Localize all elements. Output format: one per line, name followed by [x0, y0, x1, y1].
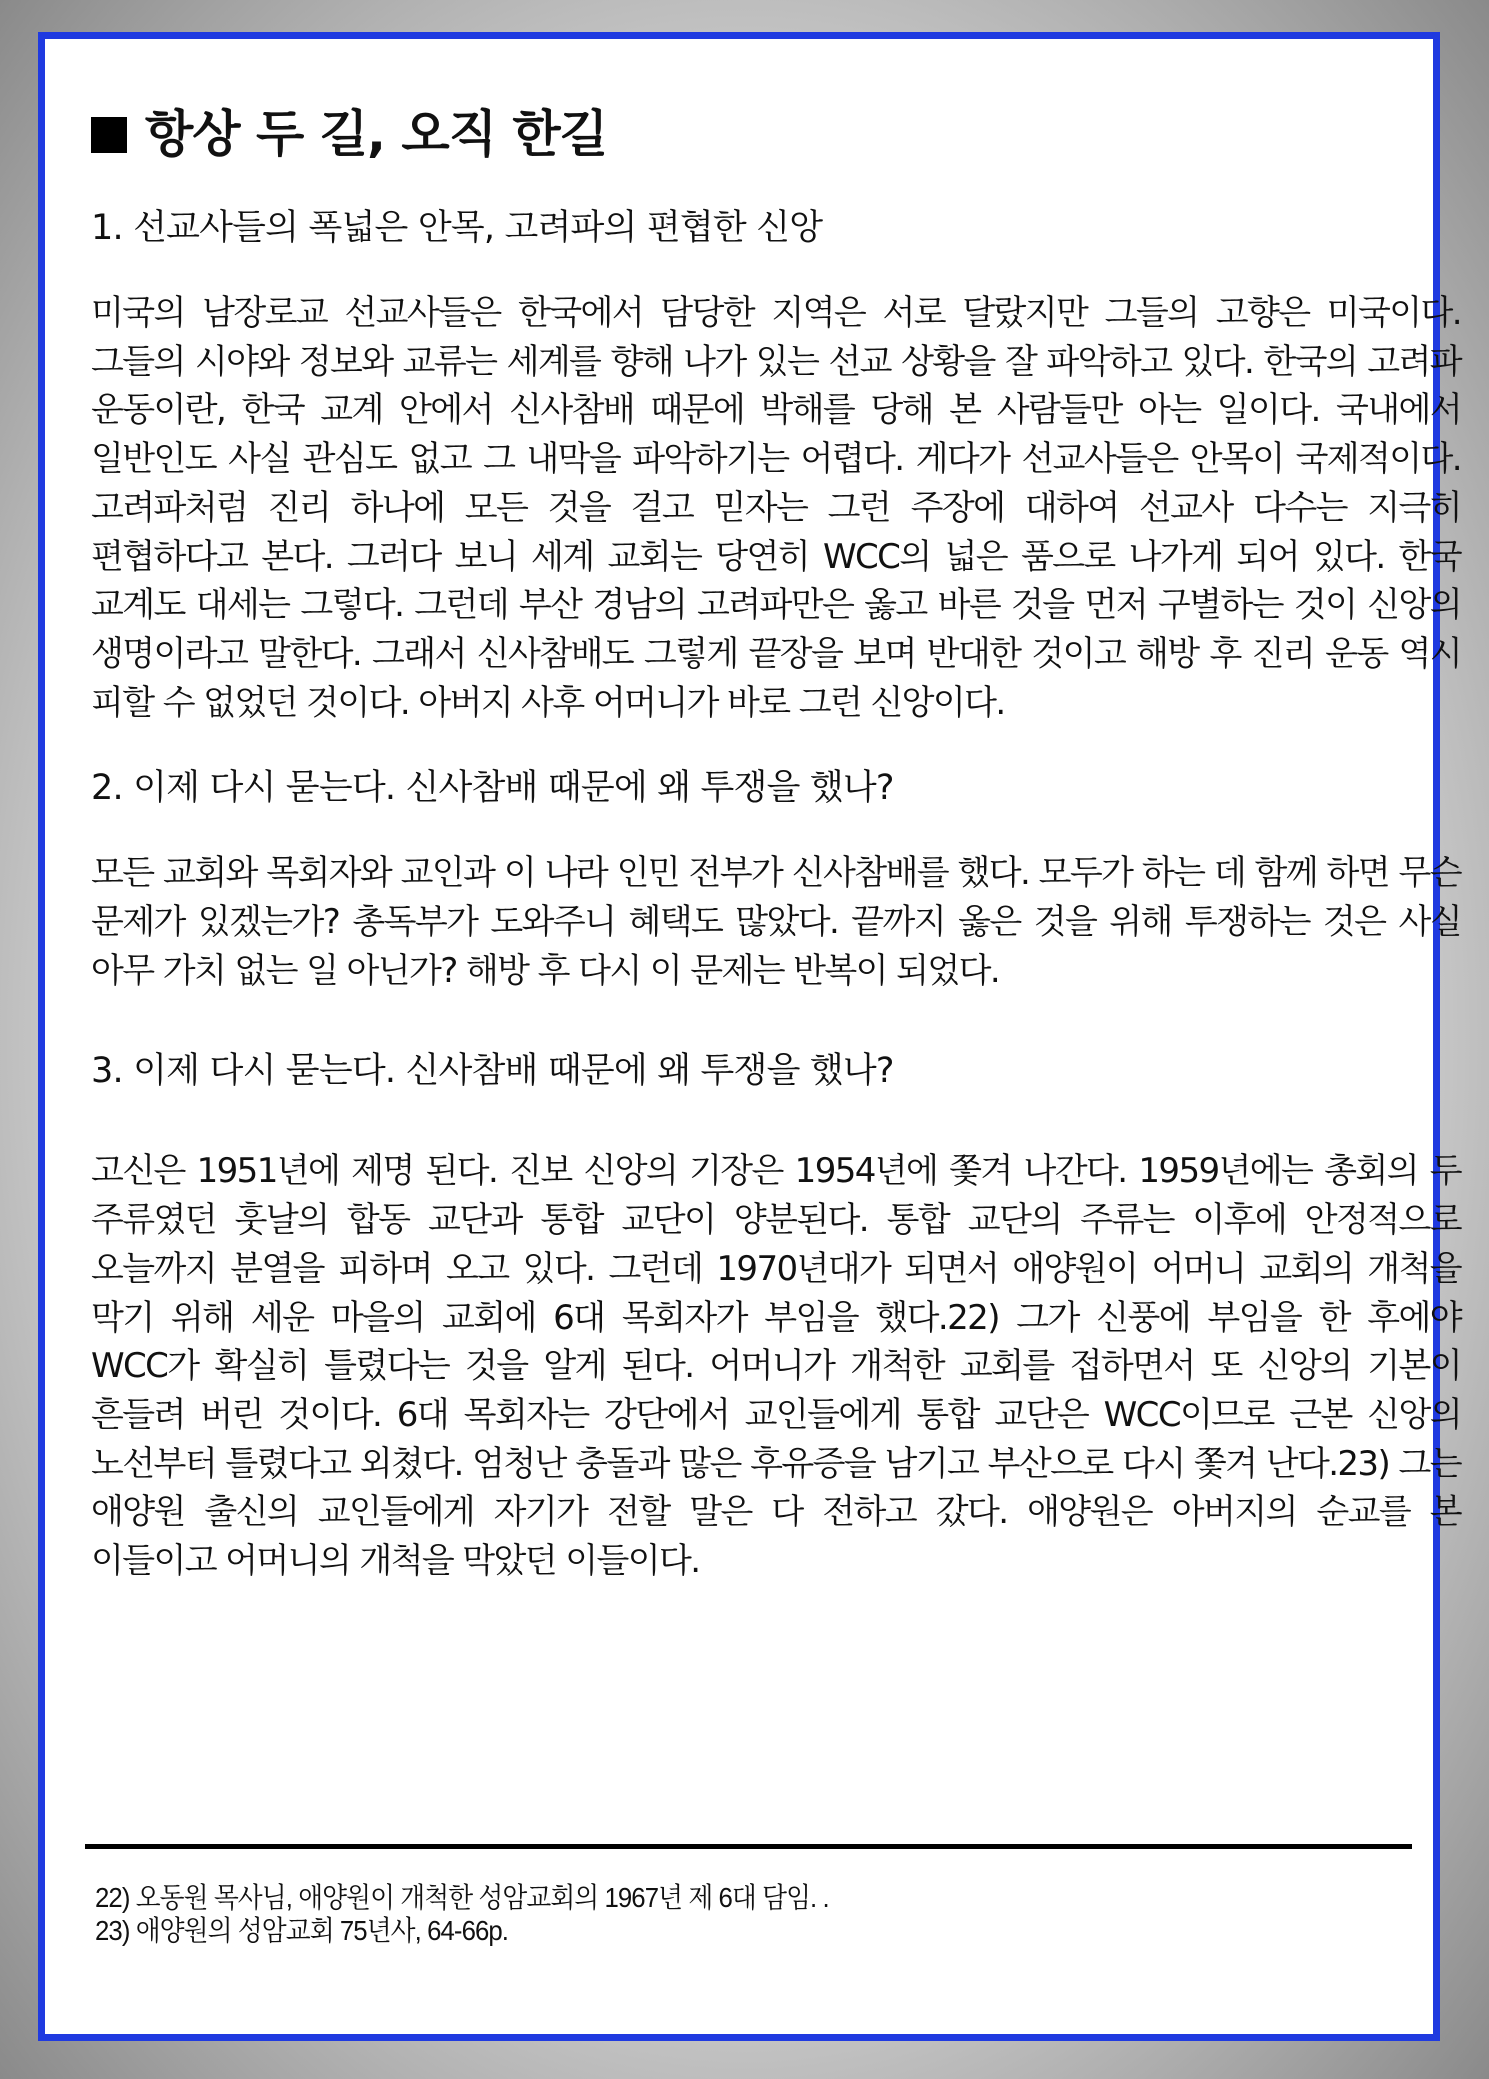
section-2-body: 모든 교회와 목회자와 교인과 이 나라 인민 전부가 신사참배를 했다. 모두가 하는 데 함께 하면 무슨 문제가 있겠는가? 총독부가 도와주니 혜택도 많았다. 끝까지 옳은 것을 위해 투쟁하는 것은 사실 아무 가치 없는 일 아닌가? 해방 후 다시 이 문제는 반복이 되었다. — [91, 853, 1461, 991]
section-3-heading: 3. 이제 다시 묻는다. 신사참배 때문에 왜 투쟁을 했나? — [91, 1051, 894, 1092]
page-title — [91, 101, 1461, 167]
square-bullet-icon — [91, 117, 127, 153]
footnote-23: 23) 애양원의 성암교회 75년사, 64-66p. — [95, 1915, 509, 1946]
section-3-body: 고신은 1951년에 제명 된다. 진보 신앙의 기장은 1954년에 쫓겨 나간다. 1959년에는 총회의 두 주류였던 훗날의 합동 교단과 통합 교단이 양분된다. 통합 교단의 주류는 이후에 안정적으로 오늘까지 분열을 피하며 오고 있다. 그런데 1970년대가 되면서 애양원이 어머니 교회의 개척을 막기 위해 세운 마을의 교회에 6대 목회자가 부임을 했다.22) 그가 신풍에 부임을 한 후에야 WCC가 확실히 틀렸다는 것을 알게 된다. 어머니가 개척한 교회를 접하면서 또 신앙의 기본이 흔들려 버린 것이다. 6대 목회자는 강단에서 교인들에게 통합 교단은 WCC이므로 근본 신앙의 노선부터 틀렸다고 외쳤다. 엄청난 충돌과 많은 후유증을 남기고 부산으로 다시 쫓겨 난다.23) 그는 애양원 출신의 교인들에게 자기가 전할 말은 다 전하고 갔다. 애양원은 아버지의 순교를 본 이들이고 어머니의 개척을 막았던 이들이다. — [91, 1151, 1461, 1582]
footnote-22: 22) 오동원 목사님, 애양원이 개척한 성암교회의 1967년 제 6대 담임. . — [95, 1882, 829, 1913]
section-1-body: 미국의 남장로교 선교사들은 한국에서 담당한 지역은 서로 달랐지만 그들의 고향은 미국이다. 그들의 시야와 정보와 교류는 세계를 향해 나가 있는 선교 상황을 잘 파악하고 있다. 한국의 고려파 운동이란, 한국 교계 안에서 신사참배 때문에 박해를 당해 본 사람들만 아는 일이다. 국내에서 일반인도 사실 관심도 없고 그 내막을 파악하기는 어렵다. 게다가 선교사들은 안목이 국제적이다. 고려파처럼 진리 하나에 모든 것을 걸고 믿자는 그런 주장에 대하여 선교사 다수는 지극히 편협하다고 본다. 그러다 보니 세계 교회는 당연히 WCC의 넓은 품으로 나가게 되어 있다. 한국 교계도 대세는 그렇다. 그런데 부산 경남의 고려파만은 옳고 바른 것을 먼저 구별하는 것이 신앙의 생명이라고 말한다. 그래서 신사참배도 그렇게 끝장을 보며 반대한 것이고 해방 후 진리 운동 역시 피할 수 없었던 것이다. 아버지 사후 어머니가 바로 그런 신앙이다. — [91, 293, 1461, 723]
page-frame — [38, 32, 1461, 2041]
page-title-text: 항상 두 길, 오직 한길 — [145, 105, 608, 163]
footnote-divider — [85, 1844, 1412, 1849]
article — [91, 101, 1461, 1586]
section-1-heading: 1. 선교사들의 폭넓은 안목, 고려파의 편협한 신앙 — [91, 208, 823, 248]
section-2-heading: 2. 이제 다시 묻는다. 신사참배 때문에 왜 투쟁을 했나? — [91, 768, 894, 809]
footnotes — [95, 1881, 1395, 1947]
